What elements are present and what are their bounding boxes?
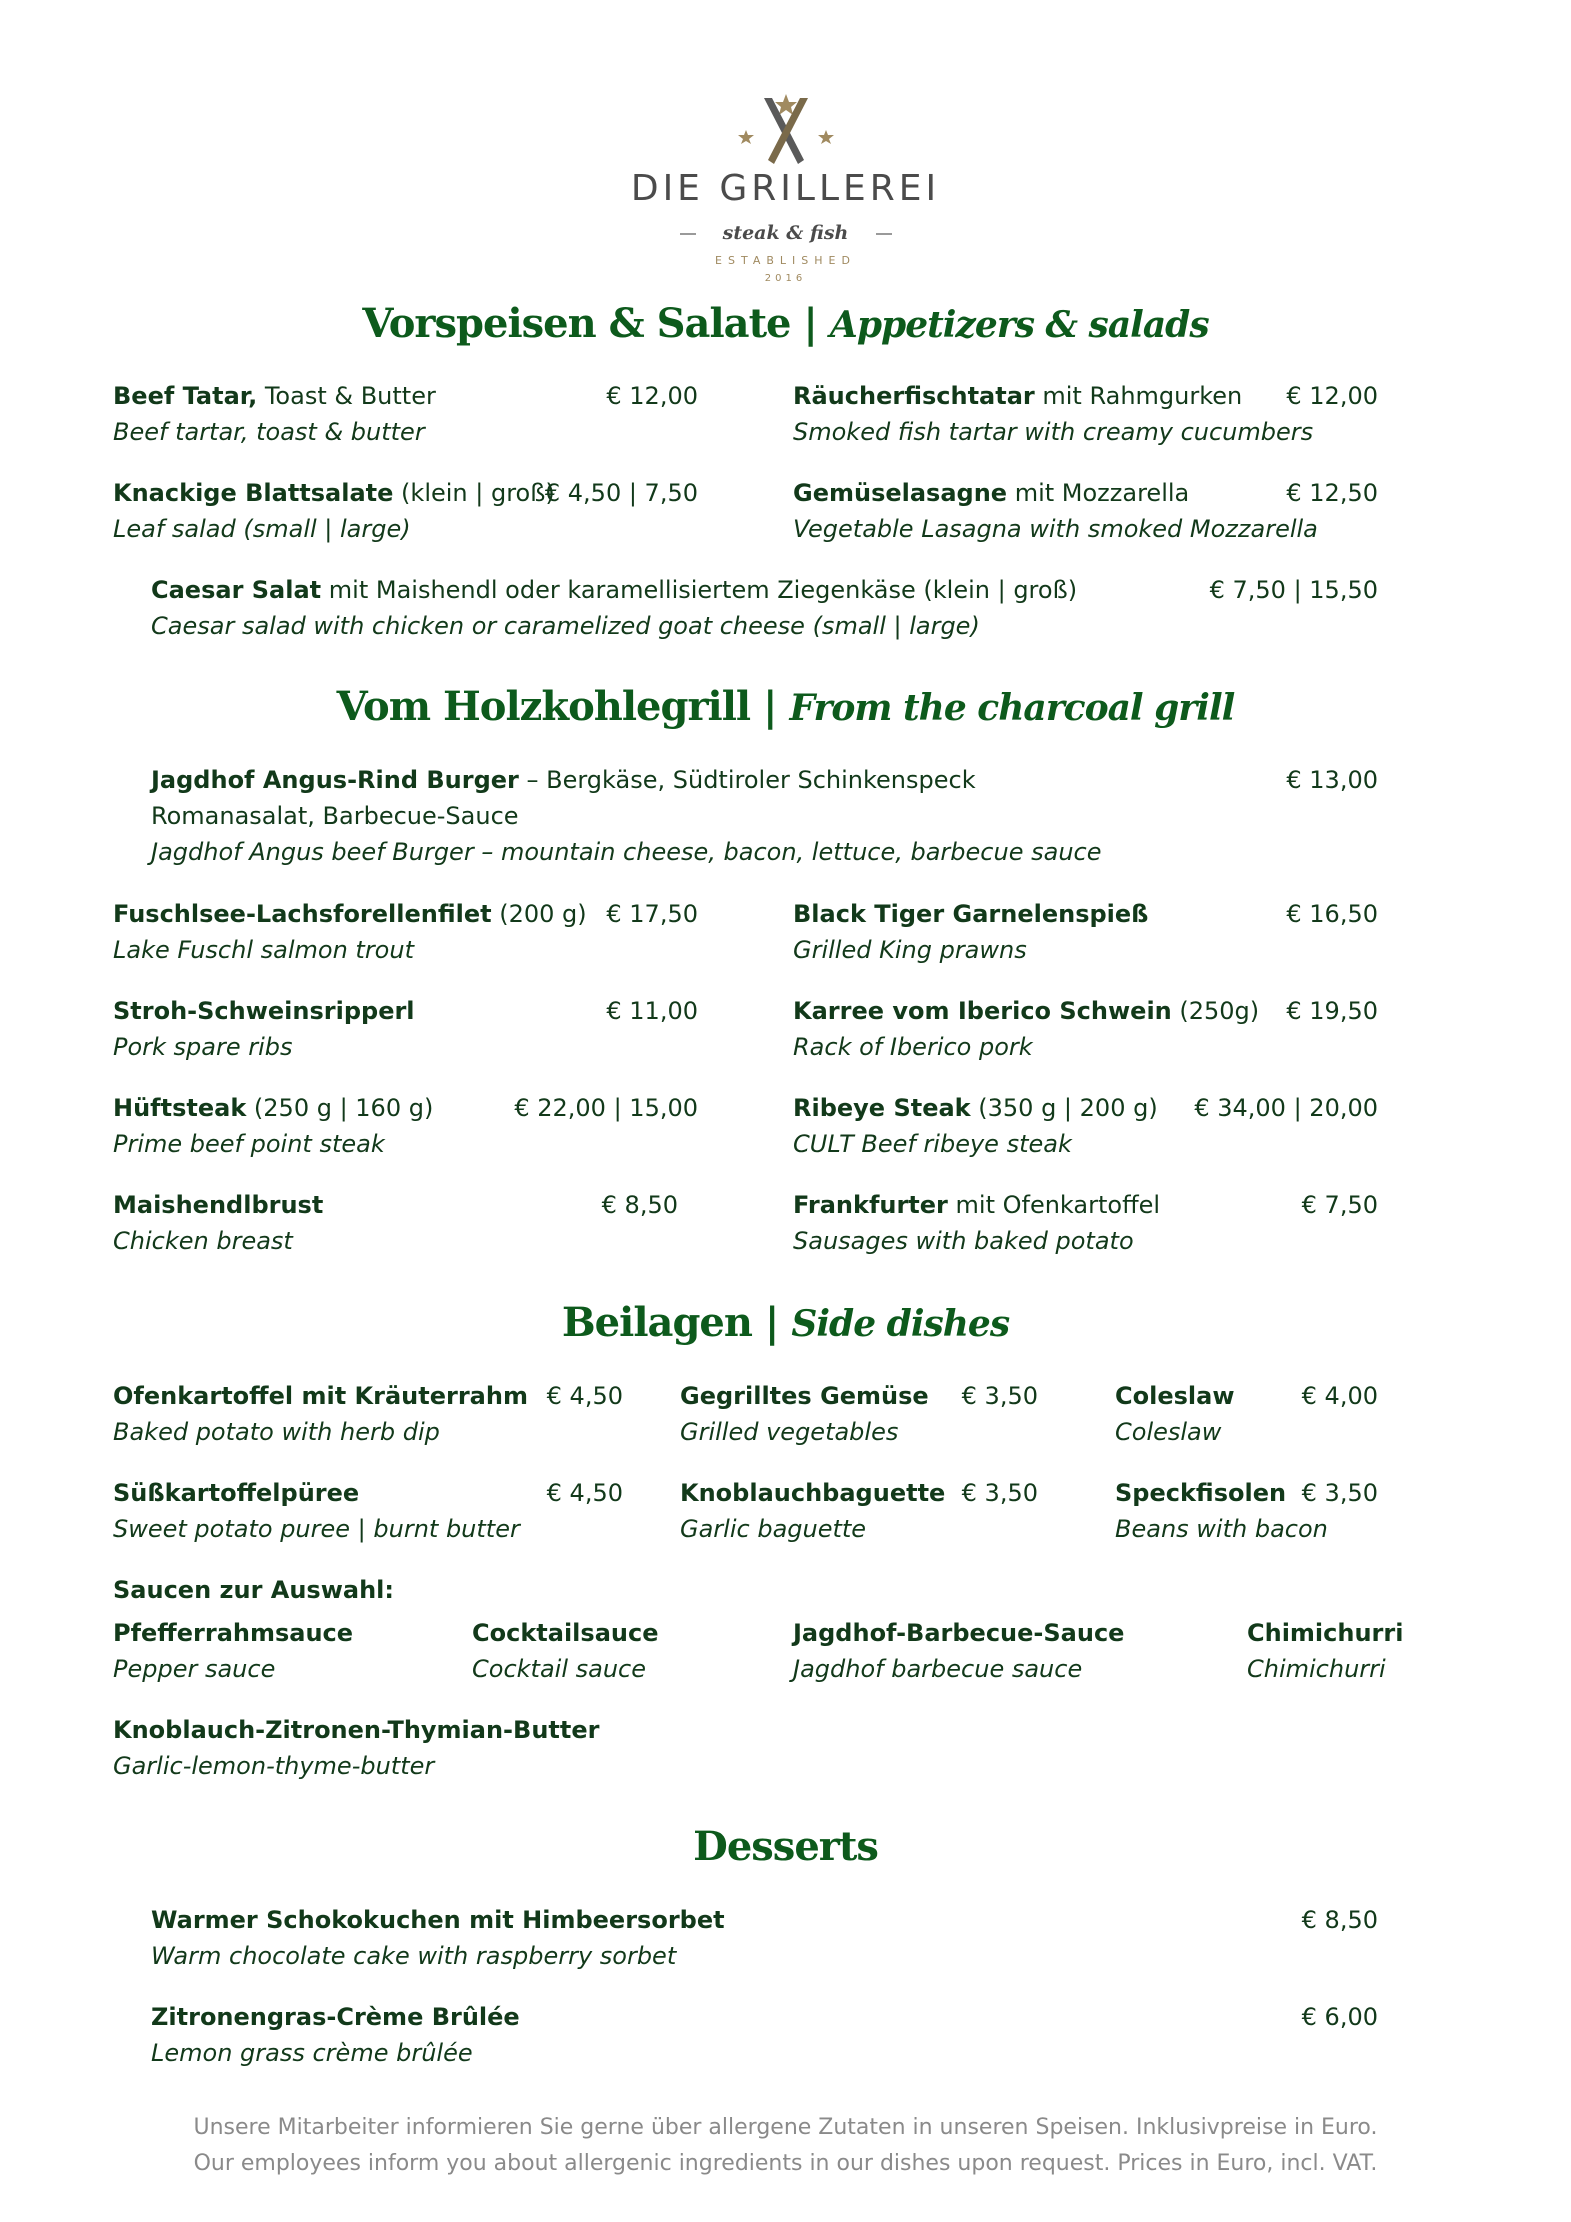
item-name: Ofenkartoffel mit Kräuterrahm <box>113 1382 528 1410</box>
item-en: Caesar salad with chicken or caramelized goat cheese (small | large) <box>151 612 980 640</box>
menu-item <box>151 1999 520 2071</box>
item-en: Beef tartar, toast & butter <box>113 418 425 446</box>
menu-item <box>151 1902 725 1974</box>
item-name: Ribeye Steak <box>793 1094 971 1122</box>
item-price: € 7,50 <box>1301 1191 1378 1219</box>
item-price: € 12,50 <box>1286 479 1378 507</box>
sauce-item <box>1247 1615 1403 1687</box>
heading-de: Vom Holzkohlegrill | <box>336 683 777 730</box>
item-name: Karree vom Iberico Schwein <box>793 997 1172 1025</box>
item-name: Jagdhof Angus-Rind Burger <box>151 766 519 794</box>
brand-year: 2016 <box>764 273 807 284</box>
item-en: Garlic-lemon-thyme-butter <box>113 1752 435 1780</box>
menu-item <box>113 475 555 547</box>
sauce-item <box>113 1712 599 1784</box>
item-en: Smoked fish tartar with creamy cucumbers <box>793 418 1314 446</box>
item-en: Warm chocolate cake with raspberry sorbet <box>151 1942 677 1970</box>
brand-tagline: steak & fish <box>722 222 849 244</box>
item-en: Sausages with baked potato <box>793 1227 1134 1255</box>
item-price: € 7,50 | 15,50 <box>1209 576 1378 604</box>
item-en: Sweet potato puree | burnt butter <box>113 1515 520 1543</box>
menu-item <box>151 572 1077 644</box>
heading-de: Desserts <box>693 1823 878 1870</box>
menu-item <box>1115 1475 1328 1547</box>
footer-note-en: Our employees inform you about allergenic ingredients in our dishes upon request. Prices in Euro, incl. VAT. <box>193 2151 1378 2176</box>
sauces-title <box>113 1572 394 1608</box>
menu-item <box>1115 1378 1234 1450</box>
item-en: Prime beef point steak <box>113 1130 385 1158</box>
item-price: € 16,50 <box>1286 900 1378 928</box>
item-name: Cocktailsauce <box>472 1619 659 1647</box>
item-name: Speckfisolen <box>1115 1479 1287 1507</box>
item-name: Fuschlsee-Lachsforellenfilet <box>113 900 492 928</box>
item-name: Jagdhof-Barbecue-Sauce <box>793 1619 1125 1647</box>
item-name: Beef Tatar, <box>113 382 258 410</box>
section-heading-desserts <box>0 1823 1571 1870</box>
brand-established: ESTABLISHED <box>715 254 856 267</box>
menu-item <box>793 475 1318 547</box>
item-name: Maishendlbrust <box>113 1191 324 1219</box>
item-extra: (klein | groß) <box>393 479 555 507</box>
menu-item <box>113 1475 520 1547</box>
menu-item <box>113 1187 323 1259</box>
item-extra: (350 g | 200 g) <box>970 1094 1158 1122</box>
menu-item <box>113 1090 433 1162</box>
item-en: Vegetable Lasagna with smoked Mozzarella <box>793 515 1318 543</box>
menu-item <box>793 378 1313 450</box>
item-name: Caesar Salat <box>151 576 322 604</box>
item-price: € 4,50 <box>546 1479 623 1507</box>
heading-en: Appetizers & salads <box>829 304 1209 346</box>
item-extra: (250g) <box>1171 997 1260 1025</box>
item-price: € 4,50 | 7,50 <box>544 479 698 507</box>
heading-en: Side dishes <box>791 1303 1010 1345</box>
brand-name: DIE GRILLEREI <box>630 168 941 209</box>
item-extra: – Bergkäse, Südtiroler Schinkenspeck <box>518 766 976 794</box>
item-price: € 3,50 <box>961 1382 1038 1410</box>
item-price: € 22,00 | 15,00 <box>514 1094 698 1122</box>
menu-item <box>680 1378 929 1450</box>
item-name: Knoblauch-Zitronen-Thymian-Butter <box>113 1716 600 1744</box>
item-en: Cocktail sauce <box>472 1655 646 1683</box>
item-en: Leaf salad (small | large) <box>113 515 411 543</box>
item-price: € 17,50 <box>606 900 698 928</box>
item-en: Chicken breast <box>113 1227 293 1255</box>
item-price: € 3,50 <box>961 1479 1038 1507</box>
item-price: € 12,00 <box>606 382 698 410</box>
sauce-item <box>793 1615 1124 1687</box>
item-name: Räucherfischtatar <box>793 382 1035 410</box>
item-name: Coleslaw <box>1115 1382 1235 1410</box>
item-en: Rack of Iberico pork <box>793 1033 1033 1061</box>
item-name: Stroh-Schweinsripperl <box>113 997 415 1025</box>
crossed-knives-icon <box>726 90 846 170</box>
item-extra: mit Mozzarella <box>1007 479 1190 507</box>
menu-item <box>151 762 1101 870</box>
item-en: Lemon grass crème brûlée <box>151 2039 473 2067</box>
item-name: Süßkartoffelpüree <box>113 1479 360 1507</box>
menu-item <box>793 896 1148 968</box>
item-name: Zitronengras-Crème Brûlée <box>151 2003 520 2031</box>
item-en: Jagdhof barbecue sauce <box>793 1655 1083 1683</box>
item-en: Grilled King prawns <box>793 936 1027 964</box>
item-en: Pork spare ribs <box>113 1033 293 1061</box>
item-price: € 4,50 <box>546 1382 623 1410</box>
menu-item <box>793 1090 1158 1162</box>
item-en: Beans with bacon <box>1115 1515 1328 1543</box>
item-price: € 3,50 <box>1301 1479 1378 1507</box>
item-name: Black Tiger Garnelenspieß <box>793 900 1149 928</box>
item-name: Chimichurri <box>1247 1619 1404 1647</box>
item-en: Pepper sauce <box>113 1655 276 1683</box>
item-extra: mit Ofenkartoffel <box>947 1191 1161 1219</box>
item-name: Warmer Schokokuchen mit Himbeersorbet <box>151 1906 725 1934</box>
item-name: Knackige Blattsalate <box>113 479 394 507</box>
item-price: € 8,50 <box>601 1191 678 1219</box>
menu-item <box>113 378 436 450</box>
item-price: € 11,00 <box>606 997 698 1025</box>
section-heading-sides <box>0 1299 1571 1346</box>
item-price: € 8,50 <box>1301 1906 1378 1934</box>
menu-item <box>793 993 1259 1065</box>
heading-en: From the charcoal grill <box>789 687 1235 729</box>
item-price: € 19,50 <box>1286 997 1378 1025</box>
item-extra-line: Romanasalat, Barbecue-Sauce <box>151 802 519 830</box>
item-en: Lake Fuschl salmon trout <box>113 936 414 964</box>
item-price: € 6,00 <box>1301 2003 1378 2031</box>
item-en: Jagdhof Angus beef Burger – mountain cheese, bacon, lettuce, barbecue sauce <box>151 838 1102 866</box>
item-price: € 13,00 <box>1286 766 1378 794</box>
item-name: Hüftsteak <box>113 1094 247 1122</box>
item-extra: (200 g) <box>491 900 587 928</box>
item-price: € 12,00 <box>1286 382 1378 410</box>
item-extra: mit Rahmgurken <box>1034 382 1243 410</box>
item-name: Pfefferrahmsauce <box>113 1619 354 1647</box>
item-en: Chimichurri <box>1247 1655 1386 1683</box>
item-name: Gegrilltes Gemüse <box>680 1382 929 1410</box>
item-price: € 4,00 <box>1301 1382 1378 1410</box>
item-price: € 34,00 | 20,00 <box>1194 1094 1378 1122</box>
item-en: Coleslaw <box>1115 1418 1222 1446</box>
footer-note-de: Unsere Mitarbeiter informieren Sie gerne über allergene Zutaten in unseren Speisen. Inklusivpreise in Euro. <box>193 2115 1378 2140</box>
heading-de: Vorspeisen & Salate | <box>362 300 817 347</box>
item-en: CULT Beef ribeye steak <box>793 1130 1072 1158</box>
sauce-item <box>113 1615 353 1687</box>
item-name: Gemüselasagne <box>793 479 1008 507</box>
item-en: Garlic baguette <box>680 1515 867 1543</box>
heading-de: Beilagen | <box>561 1299 779 1346</box>
item-extra: (250 g | 160 g) <box>246 1094 434 1122</box>
item-extra: Toast & Butter <box>257 382 436 410</box>
menu-item <box>680 1475 945 1547</box>
menu-item <box>113 993 415 1065</box>
section-heading-appetizers <box>0 300 1571 347</box>
sauces-title-text: Saucen zur Auswahl: <box>113 1576 394 1604</box>
item-extra: mit Maishendl oder karamellisiertem Ziegenkäse (klein | groß) <box>321 576 1078 604</box>
item-name: Knoblauchbaguette <box>680 1479 946 1507</box>
item-en: Grilled vegetables <box>680 1418 899 1446</box>
menu-item <box>113 896 587 968</box>
section-heading-grill <box>0 683 1571 730</box>
item-name: Frankfurter <box>793 1191 948 1219</box>
sauce-item <box>472 1615 658 1687</box>
item-en: Baked potato with herb dip <box>113 1418 440 1446</box>
menu-item <box>793 1187 1160 1259</box>
menu-item <box>113 1378 528 1450</box>
